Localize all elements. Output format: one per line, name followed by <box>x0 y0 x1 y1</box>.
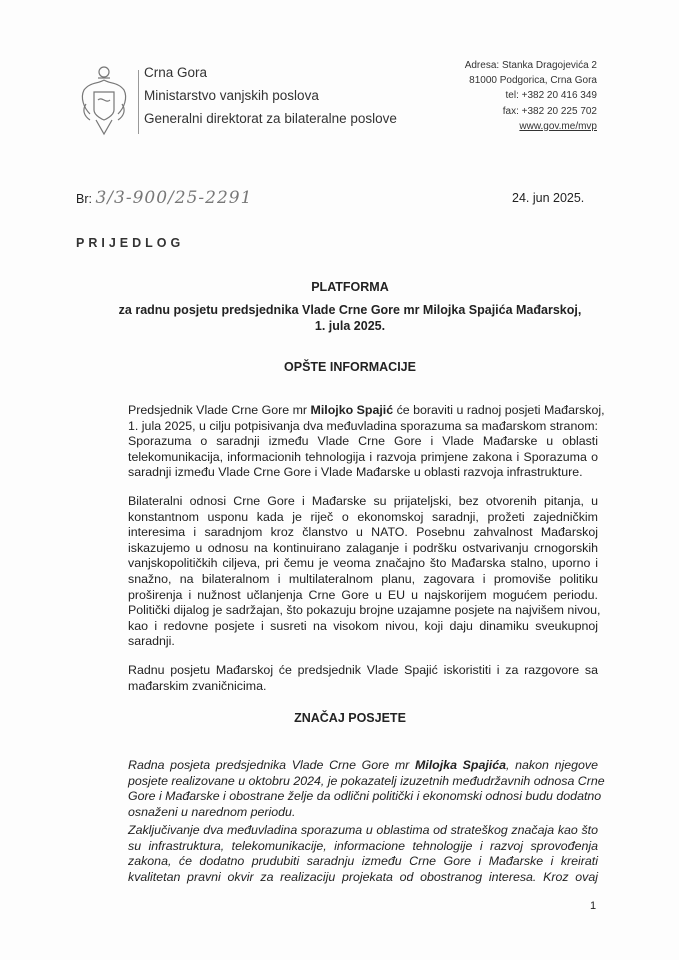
bold-name: Milojko Spajić <box>310 403 394 417</box>
text-line: zakona, će dodatno prudubiti saradnju između Crne Gore i Mađarske i kreirati <box>128 854 598 869</box>
text-line: Bilateralni odnosi Crne Gore i Mađarske su prijateljski, bez otvorenih pitanja, u <box>128 494 598 508</box>
text-line: snažno, na bilateralnom i multilateralnom planu, zagovara i promoviše politiku <box>128 571 598 586</box>
text-line: interesima i saradnjom kroz članstvo u NATO. Posebnu zahvalnost Mađarskoj <box>128 525 598 540</box>
text-line: Radna posjeta predsjednika Vlade Crne Gore mr Milojka Spajića, nakon njegove <box>128 758 598 772</box>
reference-label: Br: <box>76 192 92 206</box>
text-line: konstantnom usponu kada je riječ o ekonomskoj saradnji, prožeti zajedničkim <box>128 509 598 524</box>
address-line: 81000 Podgorica, Crna Gora <box>469 75 597 87</box>
text-line: osnaženi u narednom periodu. <box>128 804 296 819</box>
document-title: PLATFORMA <box>311 280 389 294</box>
website-link[interactable]: www.gov.me/mvp <box>519 120 597 132</box>
text-line: 1. jula 2025, u cilju potpisivanja dva međuvladina sporazuma sa mađarskom stranom: <box>128 418 598 433</box>
text-line: telekomunikacija, informacionih tehnologija i razvoja primjene zakona i Sporazuma o <box>128 449 598 464</box>
bold-name: Milojka Spajića <box>414 758 507 772</box>
paragraph-3 <box>128 663 598 694</box>
paragraph-1 <box>128 403 605 481</box>
header-divider <box>138 70 139 134</box>
document-subtitle: za radnu posjetu predsjednika Vlade Crne Gore mr Milojka Spajića Mađarskoj, <box>118 303 582 317</box>
section-heading-significance: ZNAČAJ POSJETE <box>294 711 406 725</box>
coat-of-arms-logo <box>76 64 132 138</box>
text-line: kao i redovne posjete i susreti na visokom nivou, koji daju dinamiku sveukupnoj <box>128 618 598 633</box>
document-type: PRIJEDLOG <box>76 236 185 250</box>
paragraph-2 <box>128 494 601 650</box>
text-line: vanjskopolitičkih ciljeva, pri čemu je veoma značajno što Mađarska stalno, uporno i <box>128 556 598 571</box>
text-line: posjete realizovane u oktobru 2024, je pokazatelj izuzetnih međudržavnih odnosa Crne <box>128 773 605 788</box>
text-line: iskazujemo u odnosu na kontinuirano zalaganje i podršku ostvarivanju crnogorskih <box>128 540 598 555</box>
text-line <box>128 403 605 419</box>
text-line: su infrastruktura, telekomunikacije, informacione tehnologije i razvoj sprovođenja <box>128 838 598 853</box>
text-line: proširenja i nužnost učlanjenja Crne Gore u EU u najskorijem mogućem periodu. <box>128 587 598 602</box>
text-line: Radnu posjetu Mađarskoj će predsjednik Vlade Spajić iskoristiti i za razgovore sa <box>128 663 598 677</box>
text-line: saradnji između Vlade Crne Gore i Vlade Mađarske u oblasti razvoja infrastrukture. <box>128 465 583 480</box>
document-date: 24. jun 2025. <box>512 191 585 205</box>
reference <box>76 188 252 208</box>
header-org: Crna Gora <box>144 65 208 80</box>
header-directorate: Generalni direktorat za bilateralne poslove <box>144 111 397 126</box>
text-line: saradnji. <box>128 634 175 649</box>
page-number: 1 <box>590 900 597 912</box>
text: Predsjednik Vlade Crne Gore mr Milojko Spajić će boraviti u radnoj posjeti Mađarskoj, <box>128 403 605 417</box>
text-line: Zaključivanje dva međuvladina sporazuma u oblastima od strateškog značaja kao što <box>128 823 598 837</box>
address-line: Adresa: Stanka Dragojevića 2 <box>464 60 597 71</box>
section-heading-general: OPŠTE INFORMACIJE <box>284 360 416 374</box>
text-line: Sporazuma o saradnji između Vlade Crne Gore i Vlade Mađarske u oblasti <box>128 434 598 449</box>
paragraph-4 <box>128 758 605 820</box>
text-line: mađarskim zvaničnicima. <box>128 678 267 693</box>
address-block <box>465 58 597 134</box>
fax: fax: +382 20 225 702 <box>502 105 597 117</box>
phone: tel: +382 20 416 349 <box>505 90 597 102</box>
header-ministry: Ministarstvo vanjskih poslova <box>144 88 319 103</box>
text-line: kvalitetan pravni okvir za realizaciju projekata od obostranog interesa. Kroz ovaj <box>128 869 598 884</box>
text-line: Politički dijalog je sadržajan, što pokazuju brojne uzajamne posjete na najvišem nivou, <box>128 603 601 618</box>
document-subtitle-date: 1. jula 2025. <box>314 319 386 333</box>
paragraph-5 <box>128 823 598 885</box>
text-line: Gore i Mađarske i obostrane želje da odlični politički i ekonomski odnosi budu dodatno <box>128 789 602 804</box>
reference-number-handwritten: 3/3-900/25-2291 <box>95 188 253 208</box>
